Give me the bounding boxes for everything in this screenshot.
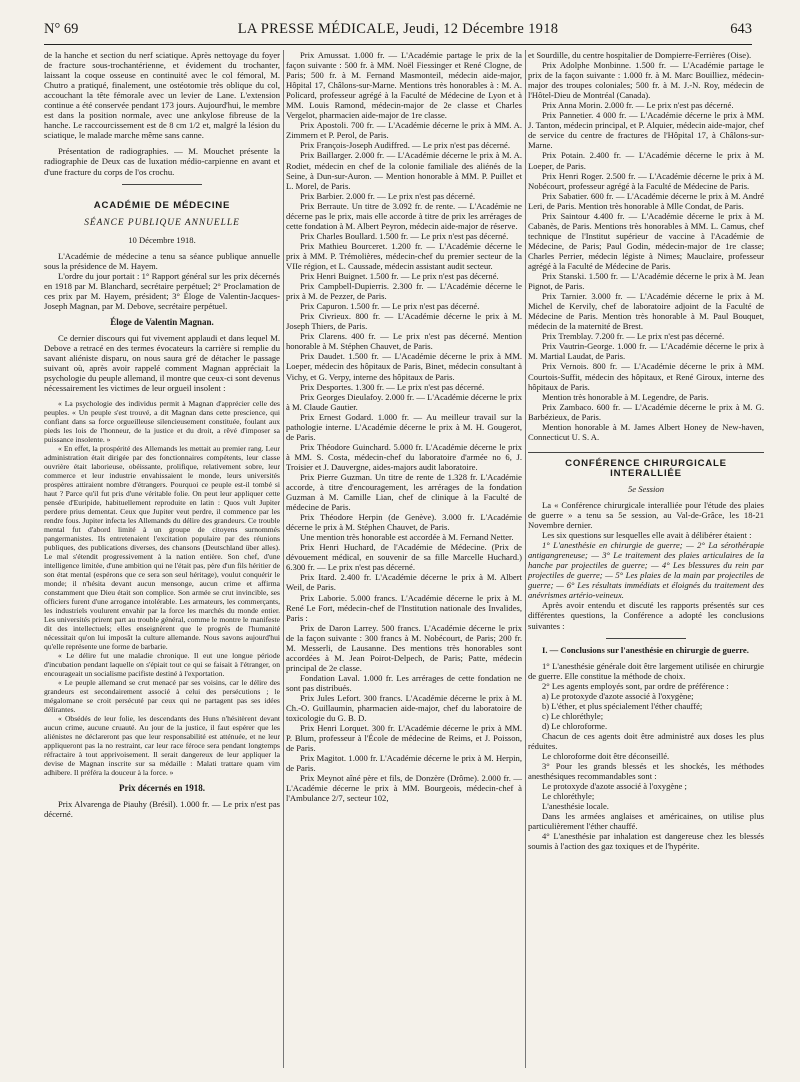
prize-entry: Prix Baillarger. 2.000 fr. — L'Académie décerne le prix à M. A. Rodiet, médecin en chef de la colonie familiale des aliénés de la Seine, à Dun-sur-Auron. — Mention honorable à MM. P. Puillet et L. Morel, de Paris. (286, 150, 522, 191)
divider (606, 638, 686, 639)
list-item: Le chloréthyle; (542, 791, 595, 802)
paragraph: 3° Pour les grands blessés et les shockés, les méthodes anesthésiques recommandables sont : (528, 761, 764, 782)
prize-entry: Prix Henri Huchard, de l'Académie de Médecine. (Prix de dévouement médical, en souvenir de sa fille Marcelle Huchard.) 6.300 fr. — Le prix n'est pas décerné. (286, 542, 522, 573)
column-3 (528, 50, 764, 852)
prize-entry: Prix de Daron Larrey. 500 francs. L'Académie décerne le prix de la façon suivante : 300 francs à M. Nobécourt, de Paris; 200 fr. M. Messerli, de Lausanne. Des mentions très honorables sont accordées à M. Jean Poirot-Delpech, de Paris; Patte, médecin principal de 2e classe. (286, 622, 522, 673)
list-item: L'anesthésie locale. (542, 801, 609, 812)
prize-entry: Prix Stanski. 1.500 fr. — L'Académie décerne le prix à M. Jean Pignot, de Paris. (528, 271, 764, 292)
paragraph: 1° L'anesthésie en chirurgie de guerre; — 2° La sérothérapie antigangreneuse; — 3° Le traitement des plaies articulaires de la hanche par projectiles de guerre; — 4° Les blessures du rein par projectiles de guerre; — 5° Les plaies de la main par projectiles de guerre; — 6° Les résultats immédiats et éloignés du traitement des anévrismes artério-veineux. (528, 540, 764, 601)
section-heading: ACADÉMIE DE MÉDECINE (93, 199, 231, 211)
prize-entry: Prix Clarens. 400 fr. — Le prix n'est pas décerné. Mention honorable à M. Stéphen Chauvet, de Paris. (286, 331, 522, 352)
prize-entry: Prix Vautrin-George. 1.000 fr. — L'Académie décerne le prix à M. Martial Laudat, de Paris. (528, 341, 764, 362)
paragraph: Dans les armées anglaises et américaines, on utilise plus particulièrement l'éther chauffé. (528, 811, 764, 832)
list-item: Le protoxyde d'azote associé à l'oxygène ; (542, 781, 687, 792)
prize-entry: Prix Pannetier. 4 000 fr. — L'Académie décerne le prix à MM. J. Tanton, médecin principal, et P. Alquier, médecin aide-major, chef de service du centre de fractures de l'Hôpital 17, à Châlons-sur-Marne. (528, 110, 764, 151)
prize-entry: Prix Capuron. 1.500 fr. — Le prix n'est pas décerné. (300, 301, 480, 312)
prize-entry: Prix Anna Morin. 2.000 fr. — Le prix n'est pas décerné. (542, 100, 734, 111)
quote-paragraph: « En effet, la prospérité des Allemands les mettait au premier rang. Leur administration était dirigée par des fonctionnaires compétents, leur classe ouvrière était laborieuse, obéissante, prolifique, relativement sobre, leur commerce et leur industrie envahissaient le monde, leurs universités prospères attiraient nombre d'étrangers. Pourquoi ce peuple est-il tombé si haut ? Parce qu'il fut pris d'une véritable folie. On peut leur appliquer cette pensée d'Euripide, habituellement reproduite en latin : Quos vult Jupiter perdere prius dementat. Ceux que Jupiter veut perdre, il commence par les rendre fous. Jupiter infecta les Allemands du délire des grandeurs. Ce trouble mental fut d'abord limité à un groupe de citoyens surnommés pangermanistes. Ils entretenaient l'excitation populaire par des réunions publiques, des publications diverses, des chansons (Deutschland über alles). Le mal s'étendit progressivement à la nation entière. Son chef, d'une intelligence limitée, d'une ambition qui ne l'était pas, père d'un fils héritier de son état mental (espérons que ce sera son seul héritage), voulut conquérir le monde; il n'hésita devant aucun mensonge, aucun crime et affirma constamment que Dieu était son complice. Son armée se crut invincible, ses officiers furent d'une arrogance intolérable. Les armateurs, les commerçants, les industriels voulurent envahir par la force les marchés du monde entier. Les universités prirent part au trouble général, comme le montre le manifeste dit des intellectuels; elles enseignèrent que le progrès de l'humanité nécessitait qu'on lui imposât la culture allemande. Nous savons aujourd'hui qu'elle représente une forme de barbarie. (44, 444, 280, 652)
prize-entry: Prix Apostoli. 700 fr. — L'Académie décerne le prix à MM. A. Zimmern et P. Perol, de Paris. (286, 120, 522, 141)
paragraph: La « Conférence chirurgicale interalliée pour l'étude des plaies de guerre » a tenu sa 5e session, au Val-de-Grâce, les 18-21 Novembre dernier. (528, 499, 764, 531)
session-label: 5e Session (627, 483, 665, 494)
prize-entry: Mention très honorable à M. Legendre, de Paris. (542, 391, 709, 402)
paragraph: Chacun de ces agents doit être administré aux doses les plus réduites. (528, 730, 764, 751)
prize-entry: Prix Amussat. 1.000 fr. — L'Académie partage le prix de la façon suivante : 500 fr. à MM. Noël Fiessinger et René Clogne, de Paris; 500 fr. à M. Fernand Masmonteil, médecin aide-major, Hôpital 17, Châlons-sur-Marne. Mentions très honorables à : M. A. Policard, professeur agrégé à la Faculté de Médecine de Lyon et à MM. Louis Ramond, médecin-major de 2e classe et Charles Vergelot, pharmacien aide-major de 1re classe. (286, 50, 522, 121)
divider (528, 452, 764, 453)
paragraph: 2° Les agents employés sont, par ordre de préférence : (542, 680, 729, 691)
prize-entry: Prix Théodore Guinchard. 5.000 fr. L'Académie décerne le prix à MM. S. Costa, médecin-chef du laboratoire d'armée no 6, J. Troisier et J. Dauvergne, aides-majors audit laboratoire. (286, 441, 522, 472)
prize-entry: Prix Henri Lorquet. 300 fr. L'Académie décerne le prix à MM. P. Blum, professeur à l'École de médecine de Reims, et J. Poisson, de Paris. (286, 723, 522, 754)
prize-entry: Prix Georges Dieulafoy. 2.000 fr. — L'Académie décerne le prix à M. Claude Gautier. (286, 391, 522, 412)
journal-title: LA PRESSE MÉDICALE, Jeudi, 12 Décembre 1918 (237, 21, 559, 37)
quote-paragraph: « Le peuple allemand se crut menacé par ses voisins, car le délire des grandeurs est secondairement associé à celui des persécutions ; le mégalomane se croit persécuté par ceux qui ne partagent pas ses idées délirantes. (44, 678, 280, 715)
prize-entry: Prix Campbell-Dupierris. 2.300 fr. — L'Académie décerne le prix à M. de Pezzer, de Paris. (286, 281, 522, 302)
prize-entry: Prix Tarnier. 3.000 fr. — L'Académie décerne le prix à M. Michel de Kervily, chef de laboratoire adjoint de la Faculté de Médecine de Paris. Mention très honorable à M. Paul Bouquet, médecin de la maternité de Brest. (528, 291, 764, 332)
prize-entry: Prix Mathieu Bourceret. 1.200 fr. — L'Académie décerne le prix à MM. P. Trémolières, médecin-chef du premier secteur de la VIIe région, et L. Caussade, médecin assistant audit secteur. (286, 240, 522, 271)
prize-entry: Prix Meynot aîné père et fils, de Donzère (Drôme). 2.000 fr. — L'Académie décerne le prix à MM. Bourgeois, médecin-chef à l'Ambulance 2/7, secteur 102, (286, 773, 522, 804)
prize-entry: Prix Daudet. 1.500 fr. — L'Académie décerne le prix à MM. Loeper, médecin des hôpitaux de Paris, Binet, médecin consultant à Vichy, et G. Verpy, interne des hôpitaux de Paris. (286, 351, 522, 382)
page-header (44, 18, 752, 45)
prize-entry: Prix Itard. 2.400 fr. L'Académie décerne le prix à M. Albert Weil, de Paris. (286, 572, 522, 593)
prize-entry: Prix Berraute. Un titre de 3.092 fr. de rente. — L'Académie ne décerne pas le prix, mais elle accorde à titre de prix les arrérages de cette fondation à M. Albert Peyron, médecin aide-major de réserve. (286, 200, 522, 231)
paragraph: 1° L'anesthésie générale doit être largement utilisée en chirurgie de guerre. Elle constitue la méthode de choix. (528, 660, 764, 681)
section-date: 10 Décembre 1918. (128, 234, 196, 245)
paragraph: Après avoir entendu et discuté les rapports présentés sur ces différentes questions, la Conférence a adopté les conclusions suivantes : (528, 600, 764, 631)
paragraph: L'ordre du jour portait : 1° Rapport général sur les prix décernés en 1918 par M. Blanchard, secrétaire perpétuel; 2° Proclamation de ces prix par M. Hayem, président; 3° Éloge de Valentin-Jacques-Joseph Magnan, par M. Debove, secrétaire perpétuel. (44, 270, 280, 311)
prize-entry: Prix Henri Roger. 2.500 fr. — L'Académie décerne le prix à M. Nobécourt, professeur agrégé à la Faculté de Médecine de Paris. (528, 170, 764, 191)
prize-entry: Prix Civrieux. 800 fr. — L'Académie décerne le prix à M. Joseph Thiers, de Paris. (286, 311, 522, 332)
column-1 (44, 50, 280, 819)
prize-entry: Prix Saintour 4.400 fr. — L'Académie décerne le prix à M. Cabanès, de Paris. Mentions très honorables à MM. L. Camus, chef technique de l'Institut supérieur de vaccine à l'Académie de Médecine, de Paris; Paul Godin, médecin-major de 1re classe; Charles Perrier, médecin légiste à Nimes; Mauclaire, professeur agrégé à la Faculté de Médecine de Paris. (528, 210, 764, 271)
quote-paragraph: « Le délire fut une maladie chronique. Il eut une longue période d'incubation pendant laquelle on s'épiait tout ce qui se faisait à l'étranger, on encourageait un socialisme pacifiste destiné à l'exportation. (44, 651, 280, 679)
prize-entry: Prix Barbier. 2.000 fr. — Le prix n'est pas décerné. (300, 190, 476, 201)
list-item: a) Le protoxyde d'azote associé à l'oxygène; (542, 690, 694, 701)
prize-entry: Prix Magitot. 1.000 fr. L'Académie décerne le prix à M. Herpin, de Paris. (286, 753, 522, 774)
column-2 (286, 50, 522, 804)
prize-entry: Prix Jules Lefort. 300 francs. L'Académie décerne le prix à M. Ch.-O. Guillaumin, pharmacien aide-major, chef du laboratoire de toxicologie du G. B. D. (286, 693, 522, 724)
column-divider (283, 50, 284, 1068)
prize-entry: Prix Laborie. 5.000 francs. L'Académie décerne le prix à M. René Le Fort, médecin-chef de l'Institution nationale des Invalides, Paris : (286, 592, 522, 623)
paragraph: 4° L'anesthésie par inhalation est dangereuse chez les blessés soumis à l'action des gaz toxiques et de l'hypérite. (528, 831, 764, 852)
prize-entry: Prix Pierre Guzman. Un titre de rente de 1.328 fr. L'Académie accorde, à titre d'encouragement, les arrérages de la fondation Guzman à M. Camille Lian, chef de clinique à la Faculté de médecine de Paris. (286, 471, 522, 513)
prize-entry: Fondation Laval. 1.000 fr. Les arrérages de cette fondation ne sont pas distribués. (286, 672, 522, 693)
prize-entry: Prix Desportes. 1.300 fr. — Le prix n'est pas décerné. (300, 381, 485, 392)
quote-paragraph: « La psychologie des individus permit à Magnan d'apprécier celle des peuples. « Un peuple s'est trouvé, a dit Magnan dans cette prescience, qui confiant dans sa force orgueilleuse silencieusement constituée, foulant aux pieds les lois de l'honneur, de la justice et du droit, a rêvé d'imposer sa puissance insolente. » (44, 399, 280, 445)
prize-entry: Prix Adolphe Monbinne. 1.500 fr. — L'Académie partage le prix de la façon suivante : 1.000 fr. à M. Marc Bouilliez, médecin-major des troupes coloniales; 500 fr. à M. J.-N. Roy, médecin de l'Hôtel-Dieu de Montréal (Canada). (528, 60, 764, 101)
divider (122, 184, 202, 185)
prize-entry: Prix Henri Buignet. 1.500 fr. — Le prix n'est pas décerné. (300, 271, 499, 282)
prize-entry: Prix François-Joseph Audiffred. — Le prix n'est pas décerné. (300, 140, 510, 151)
list-item: d) Le chloroforme. (542, 720, 608, 731)
paragraph: Le chloroforme doit être déconseillé. (542, 751, 670, 762)
paragraph: Ce dernier discours qui fut vivement applaudi et dans lequel M. Debove a retracé en des termes évocateurs la carrière si remplie du savant aliéniste disparu, on nous saura gré de détacher le passage suivant où, après avoir rappelé comment Magnan appréciait la psychologie du peuple allemand, il montre que ceux-ci sont devenus nécessairement les victimes de leur orgueil insolent : (44, 333, 280, 394)
quote-paragraph: « Obsédés de leur folie, les descendants des Huns n'hésitèrent devant aucun crime, aucune cruauté. Au jour de la justice, il faut espérer que les aliénistes ne déclareront pas que leur responsabilité est atténuée, et ne leur appliqueront pas la no restraint, car leur race féroce sera pendant longtemps réfractaire à tout apprivoisement. Il serait dangereux de leur appliquer la devise de Magnan inscrite sur sa médaille : Malati trattare quam vim adhibere. Il préféra la douceur à la force. » (44, 714, 280, 778)
column-divider (525, 50, 526, 1068)
subsection-heading: Éloge de Valentin Magnan. (110, 316, 214, 327)
prize-entry: et Sourdille, du centre hospitalier de Dompierre-Ferrières (Oise). (528, 50, 752, 60)
subsection-heading: Prix décernés en 1918. (119, 783, 205, 794)
prize-entry: Prix Tremblay. 7.200 fr. — Le prix n'est pas décerné. (542, 331, 725, 342)
section-subheading: SÉANCE PUBLIQUE ANNUELLE (84, 217, 240, 228)
paragraph: Les six questions sur lesquelles elle avait à délibérer étaient : (542, 530, 752, 541)
section-heading: CONFÉRENCE CHIRURGICALE INTERALLIÉE (565, 457, 727, 479)
paragraph: de la hanche et section du nerf sciatique. Après nettoyage du foyer de fracture sous-trochantérienne, et évidement du trochanter, laissant la coque osseuse en continuité avec le col fémoral, M. Chutro a pratiqué, finalement, une ostéotomie très oblique du col, accouchant la tête fémorale avec un levier de Lane. L'extension continue a été conservée pendant 173 jours. Aujourd'hui, le membre est dans la position normale, avec une ankylose fibreuse de la hanche. Le raccourcissement est de 8 cm 1/2 et, malgré la lésion du sciatique, le malade marche même sans canne. (44, 50, 280, 141)
prize-entry: Prix Sabatier. 600 fr. — L'Académie décerne le prix à M. André Leri, de Paris. Mention très honorable à Mlle Condat, de Paris. (528, 190, 764, 211)
prize-entry: Prix Potain. 2.400 fr. — L'Académie décerne le prix à M. Loeper, de Paris. (528, 150, 764, 171)
prize-entry: Prix Ernest Godard. 1.000 fr. — Au meilleur travail sur la pathologie interne. L'Académie décerne le prix à M. H. Gougerot, de Paris. (286, 411, 522, 442)
list-item: b) L'éther, et plus spécialement l'éther chauffé; (542, 700, 703, 711)
subsection-heading: I. — Conclusions sur l'anesthésie en chirurgie de guerre. (542, 644, 749, 655)
paragraph: Présentation de radiographies. — M. Mouchet présente la radiographie de Deux cas de luxation médio-carpienne en avant et d'une fracture du corps de l'os crochu. (44, 146, 280, 177)
paragraph: Prix Alvarenga de Piauhy (Brésil). 1.000 fr. — Le prix n'est pas décerné. (44, 799, 280, 820)
prize-entry: Prix Zambaco. 600 fr. — L'Académie décerne le prix à M. G. Barbézieux, de Paris. (528, 401, 764, 422)
list-item: c) Le chloréthyle; (542, 710, 604, 721)
page-number: 643 (730, 21, 752, 37)
prize-entry: Prix Charles Boullard. 1.500 fr. — Le prix n'est pas décerné. (300, 230, 509, 241)
prize-entry: Prix Vernois. 800 fr. — L'Académie décerne le prix à MM. Courtois-Suffit, médecin des hôpitaux, et René Giroux, interne des hôpitaux de Paris. (528, 361, 764, 392)
prize-entry: Mention honorable à M. James Albert Honey de New-haven, Connecticut U. S. A. (528, 421, 764, 442)
paragraph: L'Académie de médecine a tenu sa séance publique annuelle sous la présidence de M. Hayem. (44, 250, 280, 271)
prize-entry: Une mention très honorable est accordée à M. Fernand Netter. (300, 532, 514, 543)
issue-number: N° 69 (44, 21, 79, 37)
prize-entry: Prix Théodore Herpin (de Genève). 3.000 fr. L'Académie décerne le prix à M. Stéphen Chauvet, de Paris. (286, 512, 522, 533)
